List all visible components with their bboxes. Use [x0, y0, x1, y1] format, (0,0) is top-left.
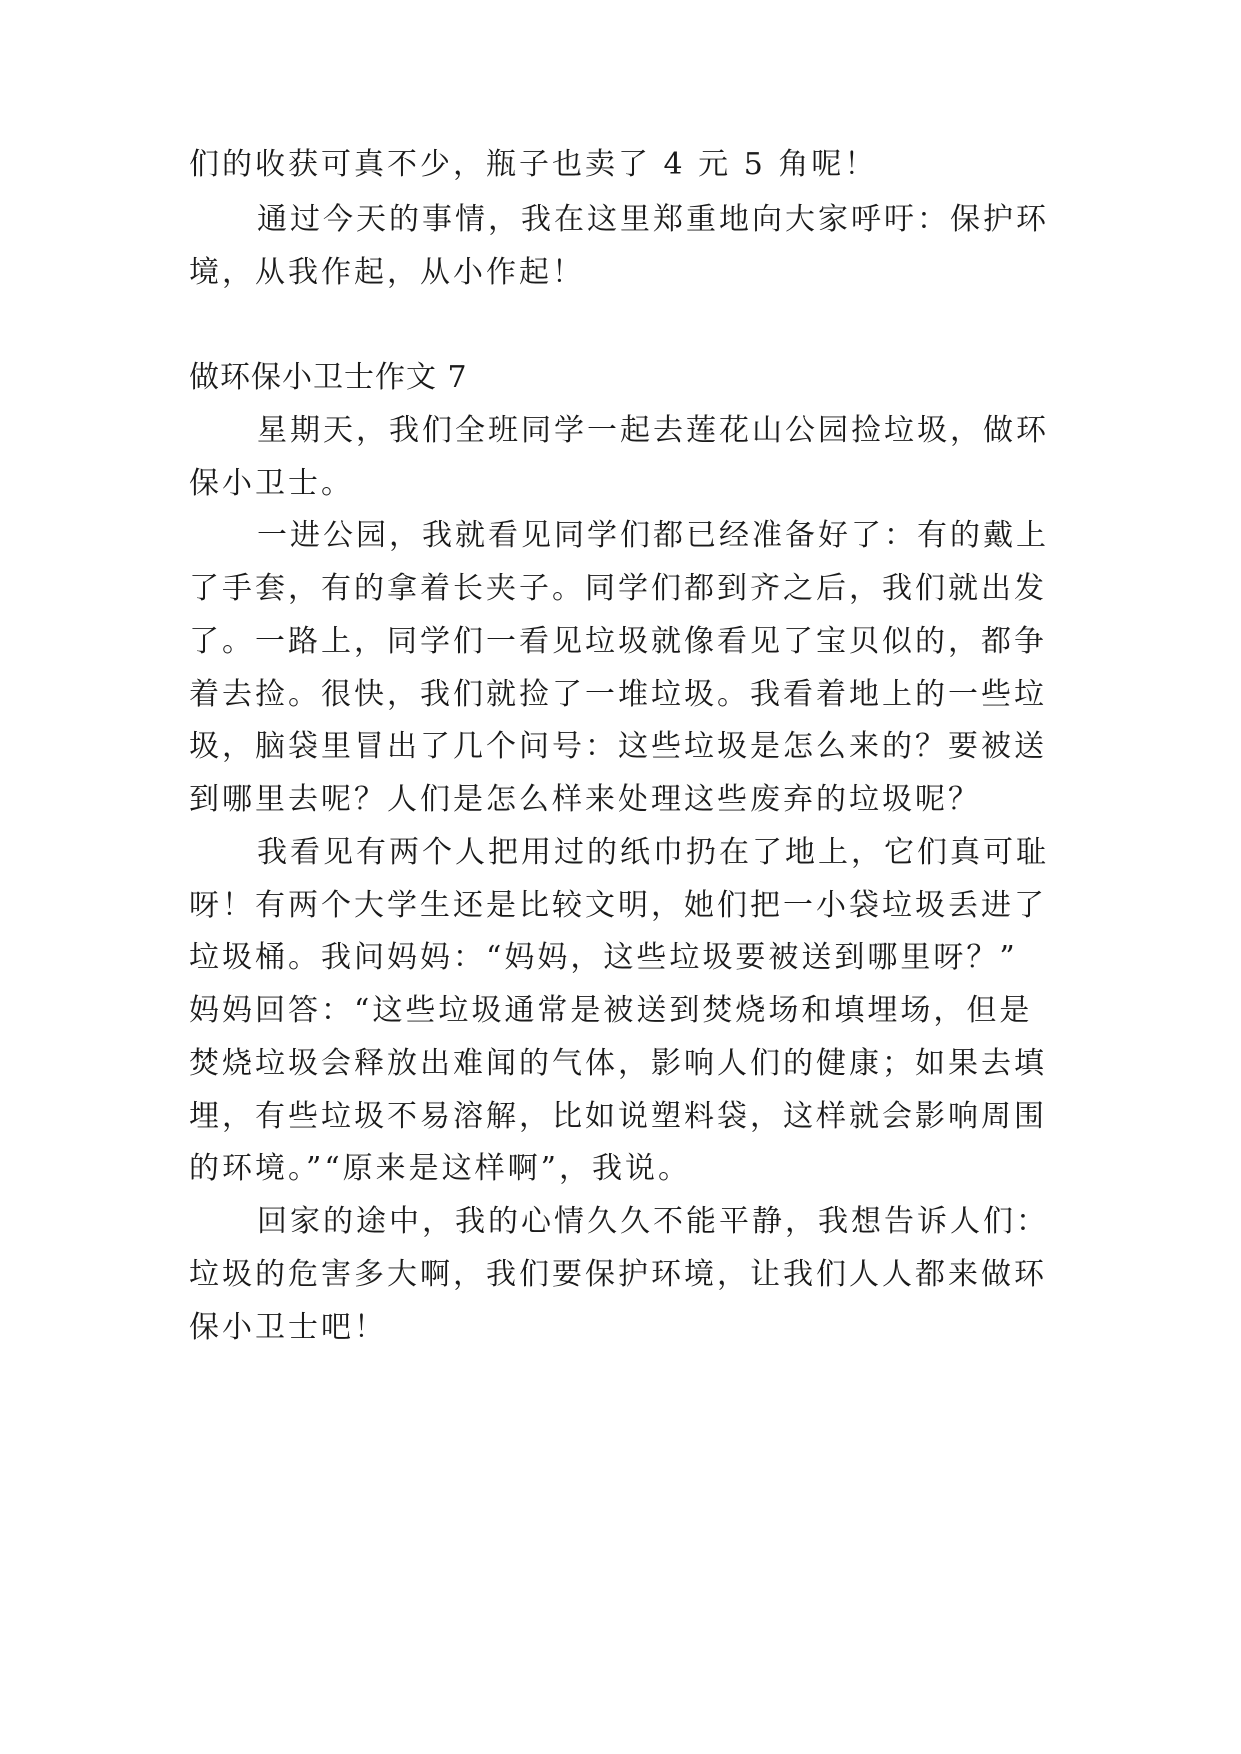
paragraph-line: 焚烧垃圾会释放出难闻的气体，影响人们的健康；如果去填	[189, 1046, 1047, 1081]
paragraph-line: 们的收获可真不少，瓶子也卖了 4 元 5 角呢！	[189, 147, 878, 182]
paragraph-line: 我看见有两个人把用过的纸巾扔在了地上，它们真可耻	[257, 835, 1049, 870]
paragraph-line: 到哪里去呢？人们是怎么样来处理这些废弃的垃圾呢？	[189, 782, 981, 817]
paragraph-line: 星期天，我们全班同学一起去莲花山公园捡垃圾，做环	[257, 413, 1049, 448]
paragraph-line: 保小卫士。	[189, 466, 354, 501]
paragraph-line: 垃圾的危害多大啊，我们要保护环境，让我们人人都来做环	[189, 1257, 1047, 1292]
paragraph-line: 垃圾桶。我问妈妈：“妈妈，这些垃圾要被送到哪里呀？”	[189, 940, 1018, 975]
paragraph-line: 圾，脑袋里冒出了几个问号：这些垃圾是怎么来的？要被送	[189, 729, 1047, 764]
paragraph-line: 回家的途中，我的心情久久不能平静，我想告诉人们：	[257, 1204, 1049, 1239]
paragraph-line: 呀！有两个大学生还是比较文明，她们把一小袋垃圾丢进了	[189, 888, 1047, 923]
paragraph-line: 保小卫士吧！	[189, 1310, 387, 1345]
paragraph-line: 一进公园，我就看见同学们都已经准备好了：有的戴上	[257, 518, 1049, 553]
paragraph-line: 着去捡。很快，我们就捡了一堆垃圾。我看着地上的一些垃	[189, 677, 1047, 712]
paragraph-line: 了手套，有的拿着长夹子。同学们都到齐之后，我们就出发	[189, 571, 1047, 606]
paragraph-line: 境，从我作起，从小作起！	[189, 255, 585, 290]
paragraph-line: 了。一路上，同学们一看见垃圾就像看见了宝贝似的，都争	[189, 624, 1047, 659]
paragraph-line: 埋，有些垃圾不易溶解，比如说塑料袋，这样就会影响周围	[189, 1099, 1047, 1134]
paragraph-line: 的环境。”“原来是这样啊”，我说。	[189, 1151, 692, 1186]
section-heading: 做环保小卫士作文 7	[189, 360, 468, 395]
paragraph-line: 妈妈回答：“这些垃圾通常是被送到焚烧场和填埋场，但是	[189, 993, 1033, 1028]
paragraph-line: 通过今天的事情，我在这里郑重地向大家呼吁：保护环	[257, 202, 1049, 237]
